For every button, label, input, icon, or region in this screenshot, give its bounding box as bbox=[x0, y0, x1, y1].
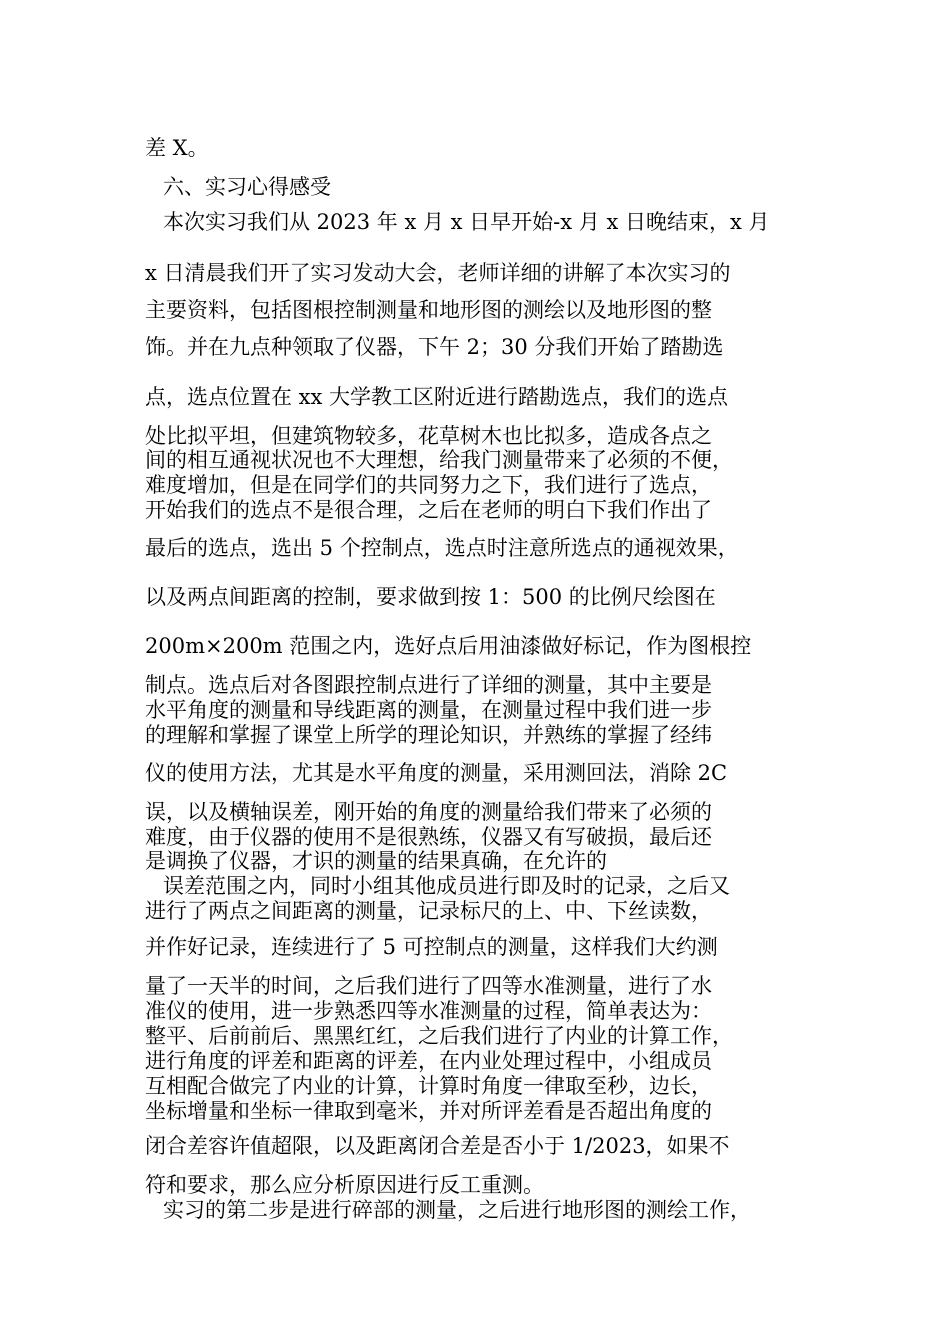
text-line: 开始我们的选点不是很合理，之后在老师的明白下我们作出了 bbox=[145, 498, 712, 522]
text-line: 坐标增量和坐标一律取到毫米，并对所评差看是否超出角度的 bbox=[145, 1099, 712, 1123]
text-line: 准仪的使用，进一步熟悉四等水准测量的过程，简单表达为： bbox=[145, 999, 712, 1023]
text-line: 符和要求，那么应分析原因进行反工重测。 bbox=[145, 1173, 544, 1197]
text-line: 点，选点位置在 xx 大学教工区附近进行踏勘选点，我们的选点 bbox=[145, 385, 729, 409]
text-line: 难度，由于仪器的使用不是很熟练，仪器又有写破损，最后还 bbox=[145, 825, 712, 849]
text-line: 最后的选点，选出 5 个控制点，选点时注意所选点的通视效果， bbox=[145, 536, 739, 560]
text-line: 差 X。 bbox=[145, 136, 209, 160]
text-line: 水平角度的测量和导线距离的测量，在测量过程中我们进一步 bbox=[145, 698, 712, 722]
text-line: 仪的使用方法，尤其是水平角度的测量，采用测回法，消除 2C bbox=[145, 761, 728, 785]
text-line: 互相配合做完了内业的计算，计算时角度一律取至秒，边长， bbox=[145, 1074, 712, 1098]
text-line: 整平、后前前后、黑黑红红，之后我们进行了内业的计算工作， bbox=[145, 1024, 733, 1048]
text-line: 误，以及横轴误差，刚开始的角度的测量给我们带来了必须的 bbox=[145, 800, 712, 824]
text-line: 200m×200m 范围之内，选好点后用油漆做好标记，作为图根控 bbox=[145, 634, 752, 658]
text-line: 间的相互通视状况也不大理想，给我门测量带来了必须的不便， bbox=[145, 448, 733, 472]
text-line: 处比拟平坦，但建筑物较多，花草树木也比拟多，造成各点之 bbox=[145, 424, 712, 448]
text-line: x 日清晨我们开了实习发动大会，老师详细的讲解了本次实习的 bbox=[145, 261, 731, 285]
text-line: 进行角度的评差和距离的评差，在内业处理过程中，小组成员 bbox=[145, 1049, 712, 1073]
text-line: 以及两点间距离的控制，要求做到按 1：500 的比例尺绘图在 bbox=[145, 585, 716, 609]
text-line: 制点。选点后对各图跟控制点进行了详细的测量，其中主要是 bbox=[145, 673, 712, 697]
text-line: 量了一天半的时间，之后我们进行了四等水准测量，进行了水 bbox=[145, 974, 712, 998]
text-line: 饰。并在九点种领取了仪器，下午 2；30 分我们开始了踏勘选 bbox=[145, 335, 724, 359]
text-line: 闭合差容许值超限，以及距离闭合差是否小于 1/2023，如果不 bbox=[145, 1134, 730, 1158]
text-line: 实习的第二步是进行碎部的测量，之后进行地形图的测绘工作， bbox=[163, 1198, 751, 1222]
section-heading: 六、实习心得感受 bbox=[163, 175, 331, 199]
text-line: 并作好记录，连续进行了 5 可控制点的测量，这样我们大约测 bbox=[145, 935, 718, 959]
text-line: 是调换了仪器，才识的测量的结果真确，在允许的 bbox=[145, 849, 607, 873]
text-line: 进行了两点之间距离的测量，记录标尺的上、中、下丝读数， bbox=[145, 899, 712, 923]
text-line: 的理解和掌握了课堂上所学的理论知识，并熟练的掌握了经纬 bbox=[145, 723, 712, 747]
text-line: 本次实习我们从 2023 年 x 月 x 日早开始-x 月 x 日晚结束，x 月 bbox=[163, 210, 770, 234]
text-line: 难度增加，但是在同学们的共同努力之下，我们进行了选点， bbox=[145, 473, 712, 497]
text-line: 误差范围之内，同时小组其他成员进行即及时的记录，之后又 bbox=[163, 874, 730, 898]
text-line: 主要资料，包括图根控制测量和地形图的测绘以及地形图的整 bbox=[145, 298, 712, 322]
